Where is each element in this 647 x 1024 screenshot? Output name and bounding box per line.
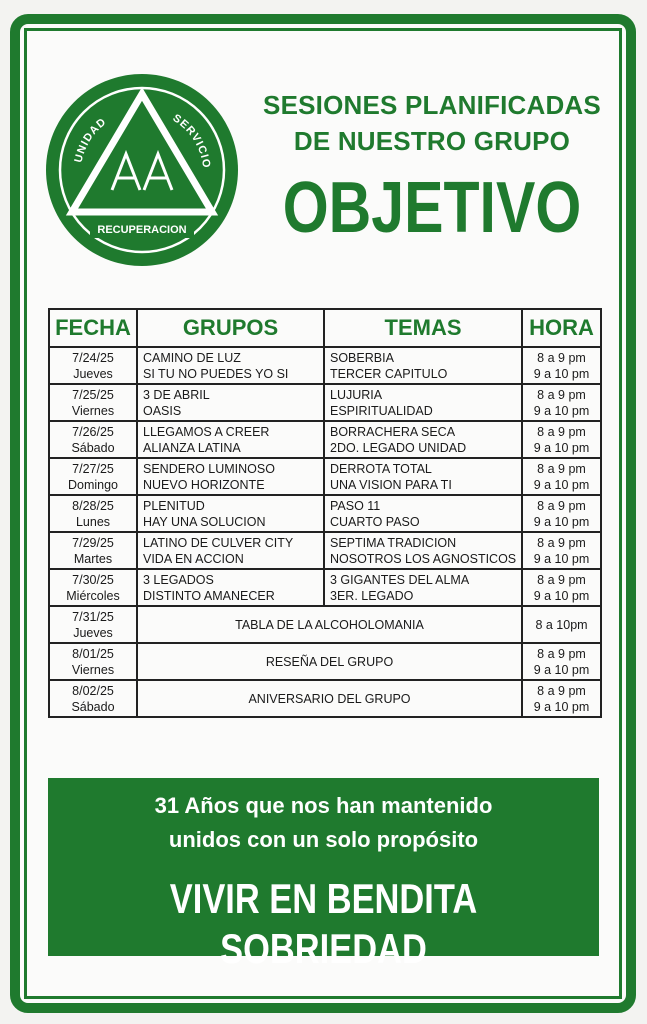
time-cell — [522, 680, 601, 717]
group-2: NUEVO HORIZONTE — [143, 477, 265, 492]
time-2: 9 a 10 pm — [533, 366, 590, 381]
column-header-temas: TEMAS — [324, 309, 522, 347]
logo-left-word: UNIDAD — [72, 115, 109, 164]
topic-2: 2DO. LEGADO UNIDAD — [330, 440, 467, 455]
date: 7/30/25 — [72, 572, 114, 587]
topic-1: 3 GIGANTES DEL ALMA — [330, 572, 470, 587]
date: 7/29/25 — [72, 535, 114, 550]
topics-cell — [324, 347, 522, 384]
logo-right-word: SERVICIO — [170, 112, 213, 170]
logo-bottom-word: RECUPERACION — [97, 224, 187, 236]
groups-cell — [137, 569, 324, 606]
groups-cell — [137, 532, 324, 569]
group-2: ALIANZA LATINA — [143, 440, 241, 455]
topic-2: 3ER. LEGADO — [330, 588, 414, 603]
topic-1: DERROTA TOTAL — [330, 461, 432, 476]
group-2: OASIS — [143, 403, 182, 418]
topic-2: ESPIRITUALIDAD — [330, 403, 433, 418]
date-cell — [49, 458, 137, 495]
group-1: 3 LEGADOS — [143, 572, 214, 587]
group-1: PLENITUD — [143, 498, 205, 513]
topics-cell — [324, 421, 522, 458]
time-2: 9 a 10 pm — [533, 662, 590, 677]
time-1: 8 a 9 pm — [537, 387, 586, 402]
aa-logo — [44, 72, 240, 268]
header-line-2: DE NUESTRO GRUPO — [293, 126, 571, 156]
topics-cell — [324, 458, 522, 495]
topic-1: SEPTIMA TRADICION — [330, 535, 457, 550]
group-2: VIDA EN ACCION — [143, 551, 244, 566]
group-2: HAY UNA SOLUCION — [143, 514, 266, 529]
topic-1: PASO 11 — [330, 498, 381, 513]
groups-cell — [137, 347, 324, 384]
time-cell — [522, 532, 601, 569]
date-cell — [49, 384, 137, 421]
table-row — [49, 384, 601, 421]
date: 7/26/25 — [72, 424, 114, 439]
time-2: 9 a 10 pm — [533, 514, 590, 529]
header-line-1: SESIONES PLANIFICADAS — [263, 90, 601, 120]
time-2: 9 a 10 pm — [533, 551, 590, 566]
time-cell — [522, 569, 601, 606]
topics-cell — [324, 532, 522, 569]
groups-cell — [137, 421, 324, 458]
anniversary-banner — [48, 778, 599, 972]
time-2: 9 a 10 pm — [533, 440, 590, 455]
weekday: Lunes — [75, 514, 111, 529]
weekday: Sábado — [71, 440, 115, 455]
time-1: 8 a 9 pm — [537, 646, 586, 661]
weekday: Jueves — [73, 625, 113, 640]
event-cell: RESEÑA DEL GRUPO — [137, 643, 522, 680]
time-1: 8 a 9 pm — [537, 572, 586, 587]
group-2: DISTINTO AMANECER — [143, 588, 275, 603]
date: 7/27/25 — [72, 461, 114, 476]
table-row — [49, 458, 601, 495]
group-1: CAMINO DE LUZ — [143, 350, 241, 365]
date: 8/28/25 — [72, 498, 114, 513]
group-1: 3 DE ABRIL — [143, 387, 210, 402]
table-row — [49, 421, 601, 458]
groups-cell — [137, 495, 324, 532]
time-cell — [522, 347, 601, 384]
date: 7/31/25 — [72, 609, 114, 624]
topic-1: SOBERBIA — [330, 350, 394, 365]
topic-2: CUARTO PASO — [330, 514, 420, 529]
date-cell — [49, 421, 137, 458]
group-2: SI TU NO PUEDES YO SI — [143, 366, 289, 381]
topic-2: TERCER CAPITULO — [330, 366, 448, 381]
weekday: Viernes — [71, 662, 115, 677]
page-title: OBJETIVO — [282, 168, 582, 248]
table-row-special — [49, 606, 601, 643]
table-header-row — [49, 309, 601, 347]
time-cell — [522, 495, 601, 532]
time-2: 9 a 10 pm — [533, 588, 590, 603]
time-2: 9 a 10 pm — [533, 477, 590, 492]
column-header-grupos: GRUPOS — [137, 309, 324, 347]
time-cell — [522, 384, 601, 421]
banner-headline: VIVIR EN BENDITA SOBRIEDAD — [169, 875, 478, 972]
date-cell — [49, 643, 137, 680]
table-row — [49, 569, 601, 606]
groups-cell — [137, 458, 324, 495]
time-1: 8 a 9 pm — [537, 461, 586, 476]
schedule-table — [48, 308, 602, 718]
table-row — [49, 347, 601, 384]
table-row — [49, 532, 601, 569]
banner-line-1: 31 Años que nos han mantenido — [154, 793, 493, 818]
time-cell — [522, 643, 601, 680]
weekday: Viernes — [71, 403, 115, 418]
time-1: 8 a 9 pm — [537, 350, 586, 365]
aa-triangle-circle-logo-icon — [44, 72, 240, 268]
weekday: Jueves — [73, 366, 113, 381]
table-row — [49, 495, 601, 532]
topic-1: LUJURIA — [330, 387, 383, 402]
time-cell — [522, 458, 601, 495]
column-header-hora: HORA — [522, 309, 601, 347]
date: 7/25/25 — [72, 387, 114, 402]
event-cell: ANIVERSARIO DEL GRUPO — [137, 680, 522, 717]
weekday: Miércoles — [66, 588, 120, 603]
weekday: Martes — [73, 551, 113, 566]
topic-2: NOSOTROS LOS AGNOSTICOS — [330, 551, 517, 566]
weekday: Domingo — [67, 477, 119, 492]
table-row-special — [49, 680, 601, 717]
time-cell — [522, 606, 601, 643]
topics-cell — [324, 384, 522, 421]
topics-cell — [324, 569, 522, 606]
topics-cell — [324, 495, 522, 532]
date-cell — [49, 495, 137, 532]
group-1: LLEGAMOS A CREER — [143, 424, 270, 439]
date: 7/24/25 — [72, 350, 114, 365]
time-cell — [522, 421, 601, 458]
time-1: 8 a 9 pm — [537, 424, 586, 439]
group-1: SENDERO LUMINOSO — [143, 461, 275, 476]
group-1: LATINO DE CULVER CITY — [143, 535, 294, 550]
date-cell — [49, 569, 137, 606]
weekday: Sábado — [71, 699, 115, 714]
time-1: 8 a 9 pm — [537, 683, 586, 698]
date-cell — [49, 606, 137, 643]
topic-2: UNA VISION PARA TI — [330, 477, 452, 492]
table-row-special — [49, 643, 601, 680]
time-2: 9 a 10 pm — [533, 403, 590, 418]
event-cell: TABLA DE LA ALCOHOLOMANIA — [137, 606, 522, 643]
time-1: 8 a 9 pm — [537, 498, 586, 513]
topic-1: BORRACHERA SECA — [330, 424, 456, 439]
groups-cell — [137, 384, 324, 421]
time-1: 8 a 10pm — [535, 617, 588, 632]
column-header-fecha: FECHA — [49, 309, 137, 347]
date-cell — [49, 532, 137, 569]
banner-line-2: unidos con un solo propósito — [168, 827, 479, 852]
time-1: 8 a 9 pm — [537, 535, 586, 550]
date-cell — [49, 347, 137, 384]
date: 8/01/25 — [72, 646, 114, 661]
date-cell — [49, 680, 137, 717]
time-2: 9 a 10 pm — [533, 699, 590, 714]
date: 8/02/25 — [72, 683, 114, 698]
